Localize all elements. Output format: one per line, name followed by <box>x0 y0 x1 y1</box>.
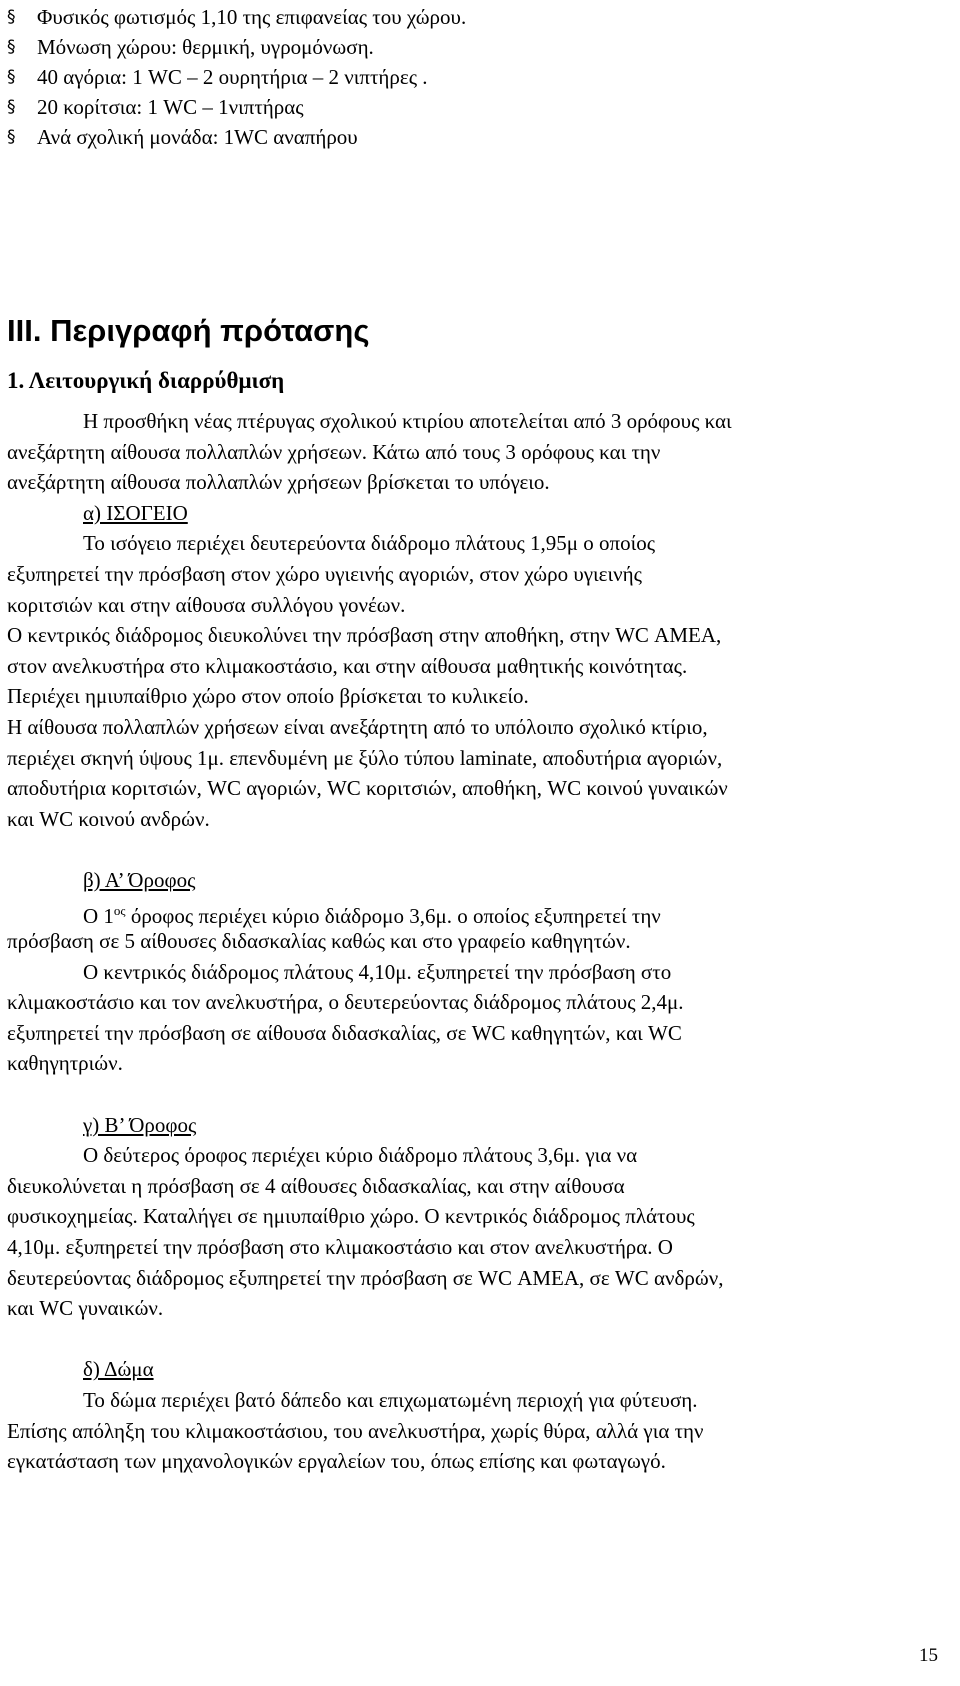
ground-floor-line: Η αίθουσα πολλαπλών χρήσεων είναι ανεξάρτητη από το υπόλοιπο σχολικό κτίριο, <box>7 714 708 739</box>
section-sign-icon: § <box>7 127 16 147</box>
ground-floor-line: κοριτσιών και στην αίθουσα συλλόγου γονέων. <box>7 592 406 617</box>
ground-floor-line: αποδυτήρια κοριτσιών, WC αγοριών, WC κοριτσιών, αποθήκη, WC κοινού γυναικών <box>7 776 728 801</box>
ground-floor-line: περιέχει σκηνή ύψους 1μ. επενδυμένη με ξύλο τύπου laminate, αποδυτήρια αγοριών, <box>7 745 723 770</box>
section-sign-icon: § <box>7 97 16 117</box>
second-floor-line: διευκολύνεται η πρόσβαση σε 4 αίθουσες διδασκαλίας, και στην αίθουσα <box>7 1173 625 1198</box>
first-floor-line: πρόσβαση σε 5 αίθουσες διδασκαλίας καθώς και στο γραφείο καθηγητών. <box>7 929 631 954</box>
second-floor-line: δευτερεύοντας διάδρομος εξυπηρετεί την πρόσβαση σε WC ΑΜΕΑ, σε WC ανδρών, <box>7 1265 724 1290</box>
section-sign-icon: § <box>7 67 16 87</box>
ground-floor-line: Ο κεντρικός διάδρομος διευκολύνει την πρόσβαση στην αποθήκη, στην WC ΑΜΕΑ, <box>7 623 722 648</box>
second-floor-heading: γ) Β’ Όροφος <box>83 1112 197 1137</box>
ground-floor-heading: α) ΙΣΟΓΕΙΟ <box>83 500 188 525</box>
spacer <box>7 1079 947 1110</box>
second-floor-line: 4,10μ. εξυπηρετεί την πρόσβαση στο κλιμακοστάσιο και στον ανελκυστήρα. Ο <box>7 1235 673 1260</box>
second-floor-line: φυσικοχημείας. Καταλήγει σε ημιυπαίθριο χώρο. Ο κεντρικός διάδρομος πλάτους <box>7 1204 695 1229</box>
ground-floor-line: Περιέχει ημιυπαίθριο χώρο στον οποίο βρίσκεται το κυλικείο. <box>7 684 529 709</box>
first-floor-line: καθηγητριών. <box>7 1051 123 1076</box>
roof-line: Το δώμα περιέχει βατό δάπεδο και επιχωματωμένη περιοχή για φύτευση. <box>83 1388 698 1412</box>
intro-line: Η προσθήκη νέας πτέρυγας σχολικού κτιρίου αποτελείται από 3 ορόφους και <box>83 409 732 433</box>
ground-floor-line: και WC κοινού ανδρών. <box>7 806 210 831</box>
ordinal-superscript: ος <box>113 902 126 918</box>
ground-floor-line: στον ανελκυστήρα στο κλιμακοστάσιο, και στην αίθουσα μαθητικής κοινότητας. <box>7 653 688 678</box>
subsection-title: 1. Λειτουργική διαρρύθμιση <box>7 368 285 393</box>
document-body <box>7 406 947 1477</box>
first-floor-line: κλιμακοστάσιο και τον ανελκυστήρα, ο δευτερεύοντας διάδρομος πλάτους 2,4μ. <box>7 990 684 1015</box>
ground-floor-line: εξυπηρετεί την πρόσβαση στον χώρο υγιεινής αγοριών, στον χώρο υγιεινής <box>7 561 642 586</box>
first-floor-line: εξυπηρετεί την πρόσβαση σε αίθουσα διδασκαλίας, σε WC καθηγητών, και WC <box>7 1020 682 1045</box>
intro-line: ανεξάρτητη αίθουσα πολλαπλών χρήσεων. Κάτω από τους 3 ορόφους και την <box>7 439 661 464</box>
requirements-list <box>7 2 937 152</box>
intro-line: ανεξάρτητη αίθουσα πολλαπλών χρήσεων βρίσκεται το υπόγειο. <box>7 470 550 495</box>
second-floor-line: Ο δεύτερος όροφος περιέχει κύριο διάδρομο πλάτους 3,6μ. για να <box>83 1143 638 1168</box>
section-sign-icon: § <box>7 37 16 57</box>
ground-floor-line: Το ισόγειο περιέχει δευτερεύοντα διάδρομο πλάτους 1,95μ ο οποίος <box>83 531 656 556</box>
first-floor-line: Ο $1^{o\varsigma}$ όροφος περιέχει κύριο διάδρομο 3,6μ. ο οποίος εξυπηρετεί την <box>83 902 661 928</box>
spacer <box>7 834 947 865</box>
roof-line: Επίσης απόληξη του κλιμακοστάσιου, του ανελκυστήρα, χωρίς θύρα, αλλά για την <box>7 1418 704 1443</box>
first-floor-heading: β) Α’ Όροφος <box>83 867 196 892</box>
section-title: III. Περιγραφή πρότασης <box>7 313 370 348</box>
first-floor-line: Ο κεντρικός διάδρομος πλάτους 4,10μ. εξυπηρετεί την πρόσβαση στο <box>83 959 672 984</box>
roof-heading: δ) Δώμα <box>83 1357 154 1382</box>
list-item: § Μόνωση χώρου: θερμική, υγρομόνωση. <box>7 32 937 62</box>
list-item: § 40 αγόρια: 1 WC – 2 ουρητήρια – 2 νιπτήρες . <box>7 62 937 92</box>
spacer <box>7 1324 947 1355</box>
second-floor-line: και WC γυναικών. <box>7 1296 164 1321</box>
list-item: § Ανά σχολική μονάδα: 1WC αναπήρου <box>7 122 937 152</box>
roof-line: εγκατάσταση των μηχανολογικών εργαλείων του, όπως επίσης και φωταγωγό. <box>7 1449 666 1474</box>
section-sign-icon: § <box>7 7 16 27</box>
page-number: 15 <box>919 1645 938 1666</box>
list-item: § 20 κορίτσια: 1 WC – 1νιπτήρας <box>7 92 937 122</box>
list-item: § Φυσικός φωτισμός 1,10 της επιφανείας του χώρου. <box>7 2 937 32</box>
